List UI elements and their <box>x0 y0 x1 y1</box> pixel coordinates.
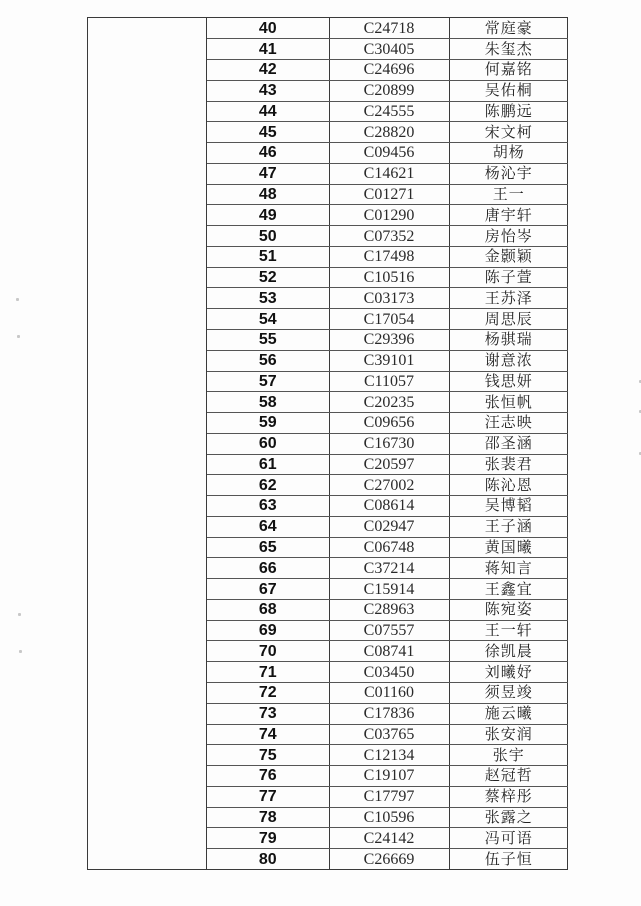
candidate-id: C03765 <box>329 724 449 745</box>
row-number: 75 <box>207 745 329 766</box>
table-row <box>207 205 568 226</box>
table-row <box>207 641 568 662</box>
candidate-id: C02947 <box>329 516 449 537</box>
candidate-id: C17054 <box>329 309 449 330</box>
table-row <box>207 329 568 350</box>
student-name: 张露之 <box>449 807 568 828</box>
row-number: 51 <box>207 246 329 267</box>
table-row <box>207 267 568 288</box>
candidate-id: C08741 <box>329 641 449 662</box>
table-row <box>207 60 568 81</box>
row-number: 49 <box>207 205 329 226</box>
candidate-id: C27002 <box>329 475 449 496</box>
row-number: 62 <box>207 475 329 496</box>
student-name: 蔡梓彤 <box>449 786 568 807</box>
candidate-id: C30405 <box>329 39 449 60</box>
student-name: 吴博韬 <box>449 496 568 517</box>
student-name: 吴佑桐 <box>449 80 568 101</box>
candidate-id: C24718 <box>329 18 449 39</box>
row-number: 72 <box>207 683 329 704</box>
table-row <box>207 496 568 517</box>
student-name: 张安润 <box>449 724 568 745</box>
candidate-id: C03173 <box>329 288 449 309</box>
candidate-id: C07557 <box>329 620 449 641</box>
roster-table-frame <box>87 17 568 870</box>
table-row <box>207 786 568 807</box>
candidate-id: C11057 <box>329 371 449 392</box>
table-row <box>207 309 568 330</box>
student-name: 刘曦妤 <box>449 662 568 683</box>
table-row <box>207 413 568 434</box>
student-name: 唐宇轩 <box>449 205 568 226</box>
candidate-id: C10516 <box>329 267 449 288</box>
student-name: 宋文柯 <box>449 122 568 143</box>
row-number: 70 <box>207 641 329 662</box>
row-number: 78 <box>207 807 329 828</box>
scan-speck <box>16 298 19 301</box>
row-number: 77 <box>207 786 329 807</box>
row-number: 71 <box>207 662 329 683</box>
student-name: 徐凯晨 <box>449 641 568 662</box>
table-row <box>207 433 568 454</box>
candidate-id: C39101 <box>329 350 449 371</box>
student-name: 王苏泽 <box>449 288 568 309</box>
table-row <box>207 184 568 205</box>
student-name: 黄国曦 <box>449 537 568 558</box>
row-number: 42 <box>207 60 329 81</box>
table-row <box>207 288 568 309</box>
table-row <box>207 807 568 828</box>
student-name: 蒋知言 <box>449 558 568 579</box>
candidate-id: C03450 <box>329 662 449 683</box>
candidate-id: C24696 <box>329 60 449 81</box>
candidate-id: C26669 <box>329 849 449 870</box>
candidate-id: C07352 <box>329 226 449 247</box>
table-row <box>207 122 568 143</box>
student-name: 陈沁恩 <box>449 475 568 496</box>
table-row <box>207 246 568 267</box>
student-name: 房怡岑 <box>449 226 568 247</box>
candidate-id: C08614 <box>329 496 449 517</box>
table-row <box>207 620 568 641</box>
table-row <box>207 454 568 475</box>
row-number: 41 <box>207 39 329 60</box>
candidate-id: C17498 <box>329 246 449 267</box>
roster-table <box>207 18 568 869</box>
student-name: 王鑫宜 <box>449 579 568 600</box>
row-number: 80 <box>207 849 329 870</box>
row-number: 63 <box>207 496 329 517</box>
student-name: 杨沁宇 <box>449 163 568 184</box>
candidate-id: C24555 <box>329 101 449 122</box>
table-row <box>207 371 568 392</box>
candidate-id: C12134 <box>329 745 449 766</box>
student-name: 陈鹏远 <box>449 101 568 122</box>
candidate-id: C01271 <box>329 184 449 205</box>
table-row <box>207 828 568 849</box>
row-number: 40 <box>207 18 329 39</box>
table-row <box>207 766 568 787</box>
row-number: 47 <box>207 163 329 184</box>
row-number: 58 <box>207 392 329 413</box>
candidate-id: C01290 <box>329 205 449 226</box>
table-row <box>207 39 568 60</box>
row-number: 74 <box>207 724 329 745</box>
student-name: 杨骐瑞 <box>449 329 568 350</box>
scan-speck <box>19 650 22 653</box>
student-name: 胡杨 <box>449 143 568 164</box>
table-row <box>207 579 568 600</box>
student-name: 伍子恒 <box>484 849 533 868</box>
candidate-id: C28963 <box>329 599 449 620</box>
student-name: 冯可语 <box>449 828 568 849</box>
candidate-id: C20235 <box>329 392 449 413</box>
scan-speck <box>17 335 20 338</box>
student-name: 朱玺杰 <box>449 39 568 60</box>
student-name: 王一 <box>449 184 568 205</box>
table-row <box>207 683 568 704</box>
student-name: 施云曦 <box>449 703 568 724</box>
student-name: 陈宛姿 <box>449 599 568 620</box>
table-row <box>207 849 568 870</box>
row-number: 66 <box>207 558 329 579</box>
row-number: 54 <box>207 309 329 330</box>
candidate-id: C06748 <box>329 537 449 558</box>
candidate-id: C20597 <box>329 454 449 475</box>
candidate-id: C37214 <box>329 558 449 579</box>
student-name: 陈子萱 <box>449 267 568 288</box>
table-row <box>207 662 568 683</box>
row-number: 60 <box>207 433 329 454</box>
row-number: 43 <box>207 80 329 101</box>
row-number: 55 <box>207 329 329 350</box>
student-name: 金颢颖 <box>449 246 568 267</box>
student-name: 周思辰 <box>449 309 568 330</box>
row-number: 79 <box>207 828 329 849</box>
row-number: 61 <box>207 454 329 475</box>
candidate-id: C10596 <box>329 807 449 828</box>
merged-category-cell <box>88 18 207 869</box>
student-name: 汪志映 <box>449 413 568 434</box>
student-name: 王一轩 <box>449 620 568 641</box>
table-row <box>207 226 568 247</box>
table-row <box>207 101 568 122</box>
table-row <box>207 143 568 164</box>
row-number: 73 <box>207 703 329 724</box>
student-name: 王子涵 <box>449 516 568 537</box>
candidate-id: C29396 <box>329 329 449 350</box>
row-number: 52 <box>207 267 329 288</box>
row-number: 59 <box>207 413 329 434</box>
row-number: 46 <box>207 143 329 164</box>
candidate-id: C20899 <box>329 80 449 101</box>
candidate-id: C24142 <box>329 828 449 849</box>
table-row <box>207 745 568 766</box>
table-row <box>207 18 568 39</box>
row-number: 76 <box>207 766 329 787</box>
table-row <box>207 516 568 537</box>
table-row <box>207 350 568 371</box>
candidate-id: C09656 <box>329 413 449 434</box>
student-name: 何嘉铭 <box>449 60 568 81</box>
student-name: 邵圣涵 <box>449 433 568 454</box>
candidate-id: C14621 <box>329 163 449 184</box>
candidate-id: C19107 <box>329 766 449 787</box>
scan-speck <box>18 613 21 616</box>
table-row <box>207 80 568 101</box>
student-name: 钱思妍 <box>449 371 568 392</box>
student-name: 张宇 <box>449 745 568 766</box>
table-row <box>207 703 568 724</box>
table-row <box>207 537 568 558</box>
student-name: 须昱竣 <box>449 683 568 704</box>
row-number: 50 <box>207 226 329 247</box>
candidate-id: C15914 <box>329 579 449 600</box>
row-number: 69 <box>207 620 329 641</box>
student-name: 张裴君 <box>449 454 568 475</box>
table-row <box>207 599 568 620</box>
candidate-id: C17797 <box>329 786 449 807</box>
roster-table-body <box>207 18 568 869</box>
student-name: 谢意浓 <box>449 350 568 371</box>
candidate-id: C17836 <box>329 703 449 724</box>
candidate-id: C16730 <box>329 433 449 454</box>
row-number: 48 <box>207 184 329 205</box>
row-number: 53 <box>207 288 329 309</box>
table-row <box>207 392 568 413</box>
candidate-id: C01160 <box>329 683 449 704</box>
table-row <box>207 475 568 496</box>
table-row <box>207 558 568 579</box>
row-number: 44 <box>207 101 329 122</box>
row-number: 67 <box>207 579 329 600</box>
candidate-id: C09456 <box>329 143 449 164</box>
candidate-id: C28820 <box>329 122 449 143</box>
row-number: 64 <box>207 516 329 537</box>
table-row <box>207 724 568 745</box>
student-name: 张恒帆 <box>449 392 568 413</box>
row-number: 68 <box>207 599 329 620</box>
row-number: 45 <box>207 122 329 143</box>
row-number: 65 <box>207 537 329 558</box>
row-number: 57 <box>207 371 329 392</box>
table-row <box>207 163 568 184</box>
student-name: 赵冠哲 <box>449 766 568 787</box>
student-name: 常庭豪 <box>449 18 568 39</box>
row-number: 56 <box>207 350 329 371</box>
